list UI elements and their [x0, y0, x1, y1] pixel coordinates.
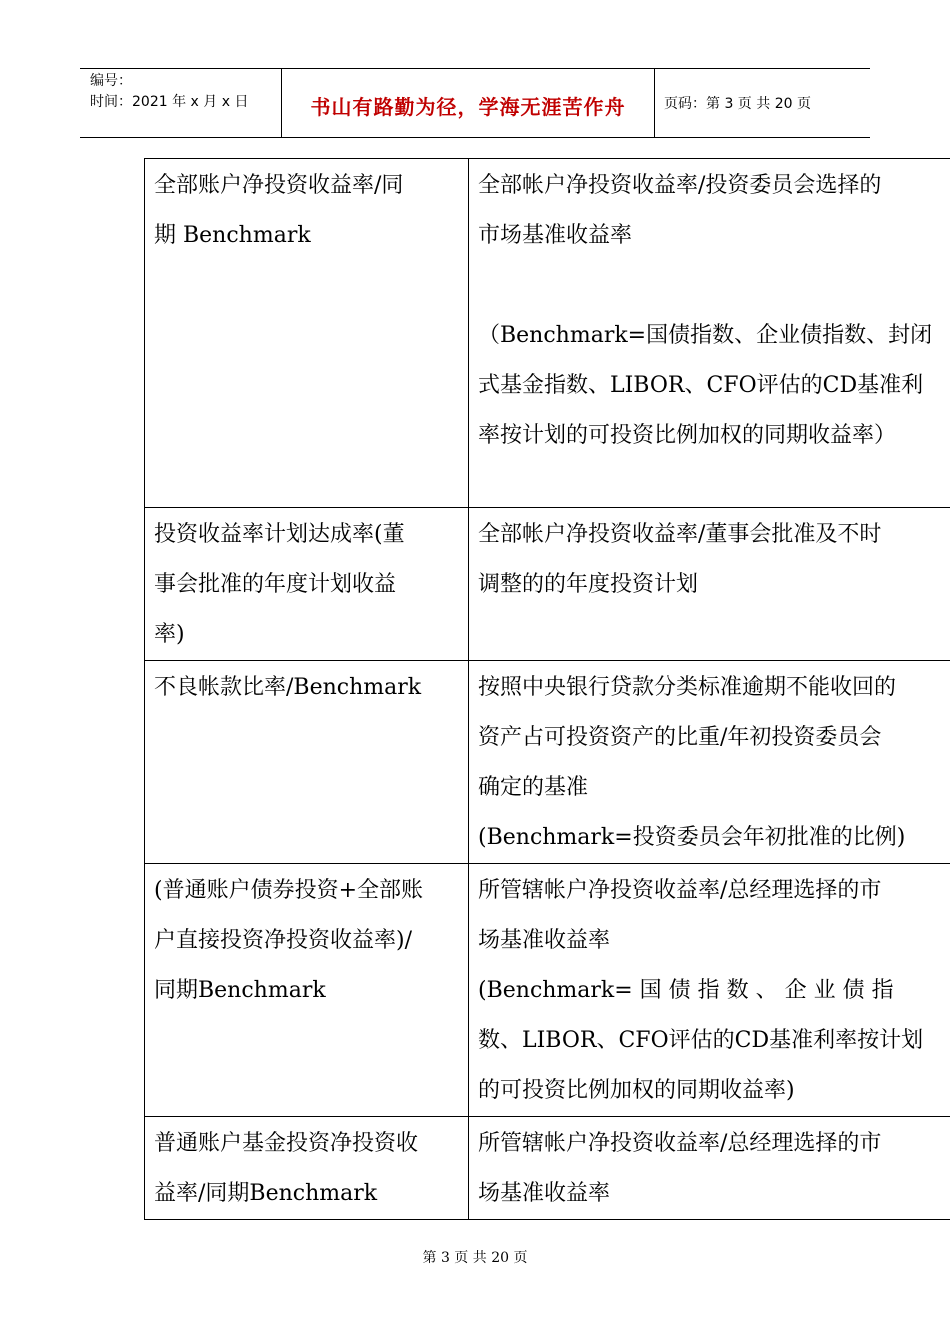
- metric-formula-cell: [469, 159, 950, 508]
- cell-text: 所管辖帐户净投资收益率/总经理选择的市: [478, 878, 882, 903]
- cell-text: 资产占可投资资产的比重/年初投资委员会: [478, 725, 882, 750]
- metrics-table: [144, 158, 950, 1220]
- table-row: [145, 508, 950, 661]
- cell-text: 率按计划的可投资比例加权的同期收益率）: [478, 423, 897, 448]
- cell-text: 率): [154, 622, 185, 647]
- metric-name-cell: [145, 159, 469, 508]
- page-footer: 第 3 页 共 20 页: [422, 1250, 528, 1266]
- cell-text: 所管辖帐户净投资收益率/总经理选择的市: [478, 1131, 882, 1156]
- cell-text: 式基金指数、LIBOR、CFO评估的CD基准利: [478, 373, 924, 398]
- cell-text: 不良帐款比率/Benchmark: [154, 675, 422, 700]
- cell-text: 全部帐户净投资收益率/董事会批准及不时: [478, 522, 882, 547]
- page-header: [80, 68, 870, 138]
- cell-text: 确定的基准: [478, 775, 589, 800]
- table-row: [145, 1117, 950, 1220]
- cell-text: 事会批准的年度计划收益: [154, 572, 397, 597]
- cell-text: (Benchmark=投资委员会年初批准的比例): [478, 825, 906, 850]
- table-row: [145, 159, 950, 508]
- cell-text: 场基准收益率: [478, 1181, 611, 1206]
- cell-text: (Benchmark= 国 债 指 数 、 企 业 债 指: [478, 978, 894, 1003]
- cell-text: 普通账户基金投资净投资收: [154, 1131, 419, 1156]
- metric-name-cell: [145, 1117, 469, 1220]
- document-number-label: 编号：: [90, 73, 132, 89]
- header-page-info: 页码：第 3 页 共 20 页: [664, 96, 811, 112]
- metric-name-cell: [145, 661, 469, 864]
- metric-formula-cell: [469, 508, 950, 661]
- header-divider: [654, 69, 655, 137]
- table-row: [145, 864, 950, 1117]
- table-row: [145, 661, 950, 864]
- cell-text: 数、LIBOR、CFO评估的CD基准利率按计划: [478, 1028, 924, 1053]
- cell-text: (普通账户债券投资+全部账: [154, 878, 424, 903]
- metric-formula-cell: [469, 661, 950, 864]
- cell-text: 场基准收益率: [478, 928, 611, 953]
- metric-formula-cell: [469, 1117, 950, 1220]
- metric-formula-cell: [469, 864, 950, 1117]
- metric-name-cell: [145, 864, 469, 1117]
- cell-text: 全部账户净投资收益率/同: [154, 173, 404, 198]
- cell-text: 益率/同期Benchmark: [154, 1181, 378, 1206]
- cell-text: 按照中央银行贷款分类标准逾期不能收回的: [478, 675, 897, 700]
- cell-text: 同期Benchmark: [154, 978, 326, 1003]
- cell-text: 投资收益率计划达成率(董: [154, 522, 405, 547]
- cell-text: 期 Benchmark: [154, 223, 311, 248]
- cell-text: 市场基准收益率: [478, 223, 633, 248]
- cell-text: （Benchmark=国债指数、企业债指数、封闭: [478, 323, 933, 348]
- document-date: 时间：2021 年 x 月 x 日: [90, 94, 249, 110]
- blank-line: [478, 261, 950, 311]
- cell-text: 户直接投资净投资收益率)/: [154, 928, 412, 953]
- cell-text: 调整的的年度投资计划: [478, 572, 699, 597]
- header-motto: 书山有路勤为径，学海无涯苦作舟: [310, 95, 626, 119]
- metric-name-cell: [145, 508, 469, 661]
- cell-text: 全部帐户净投资收益率/投资委员会选择的: [478, 173, 882, 198]
- cell-text: 的可投资比例加权的同期收益率): [478, 1078, 795, 1103]
- header-meta: [90, 71, 248, 113]
